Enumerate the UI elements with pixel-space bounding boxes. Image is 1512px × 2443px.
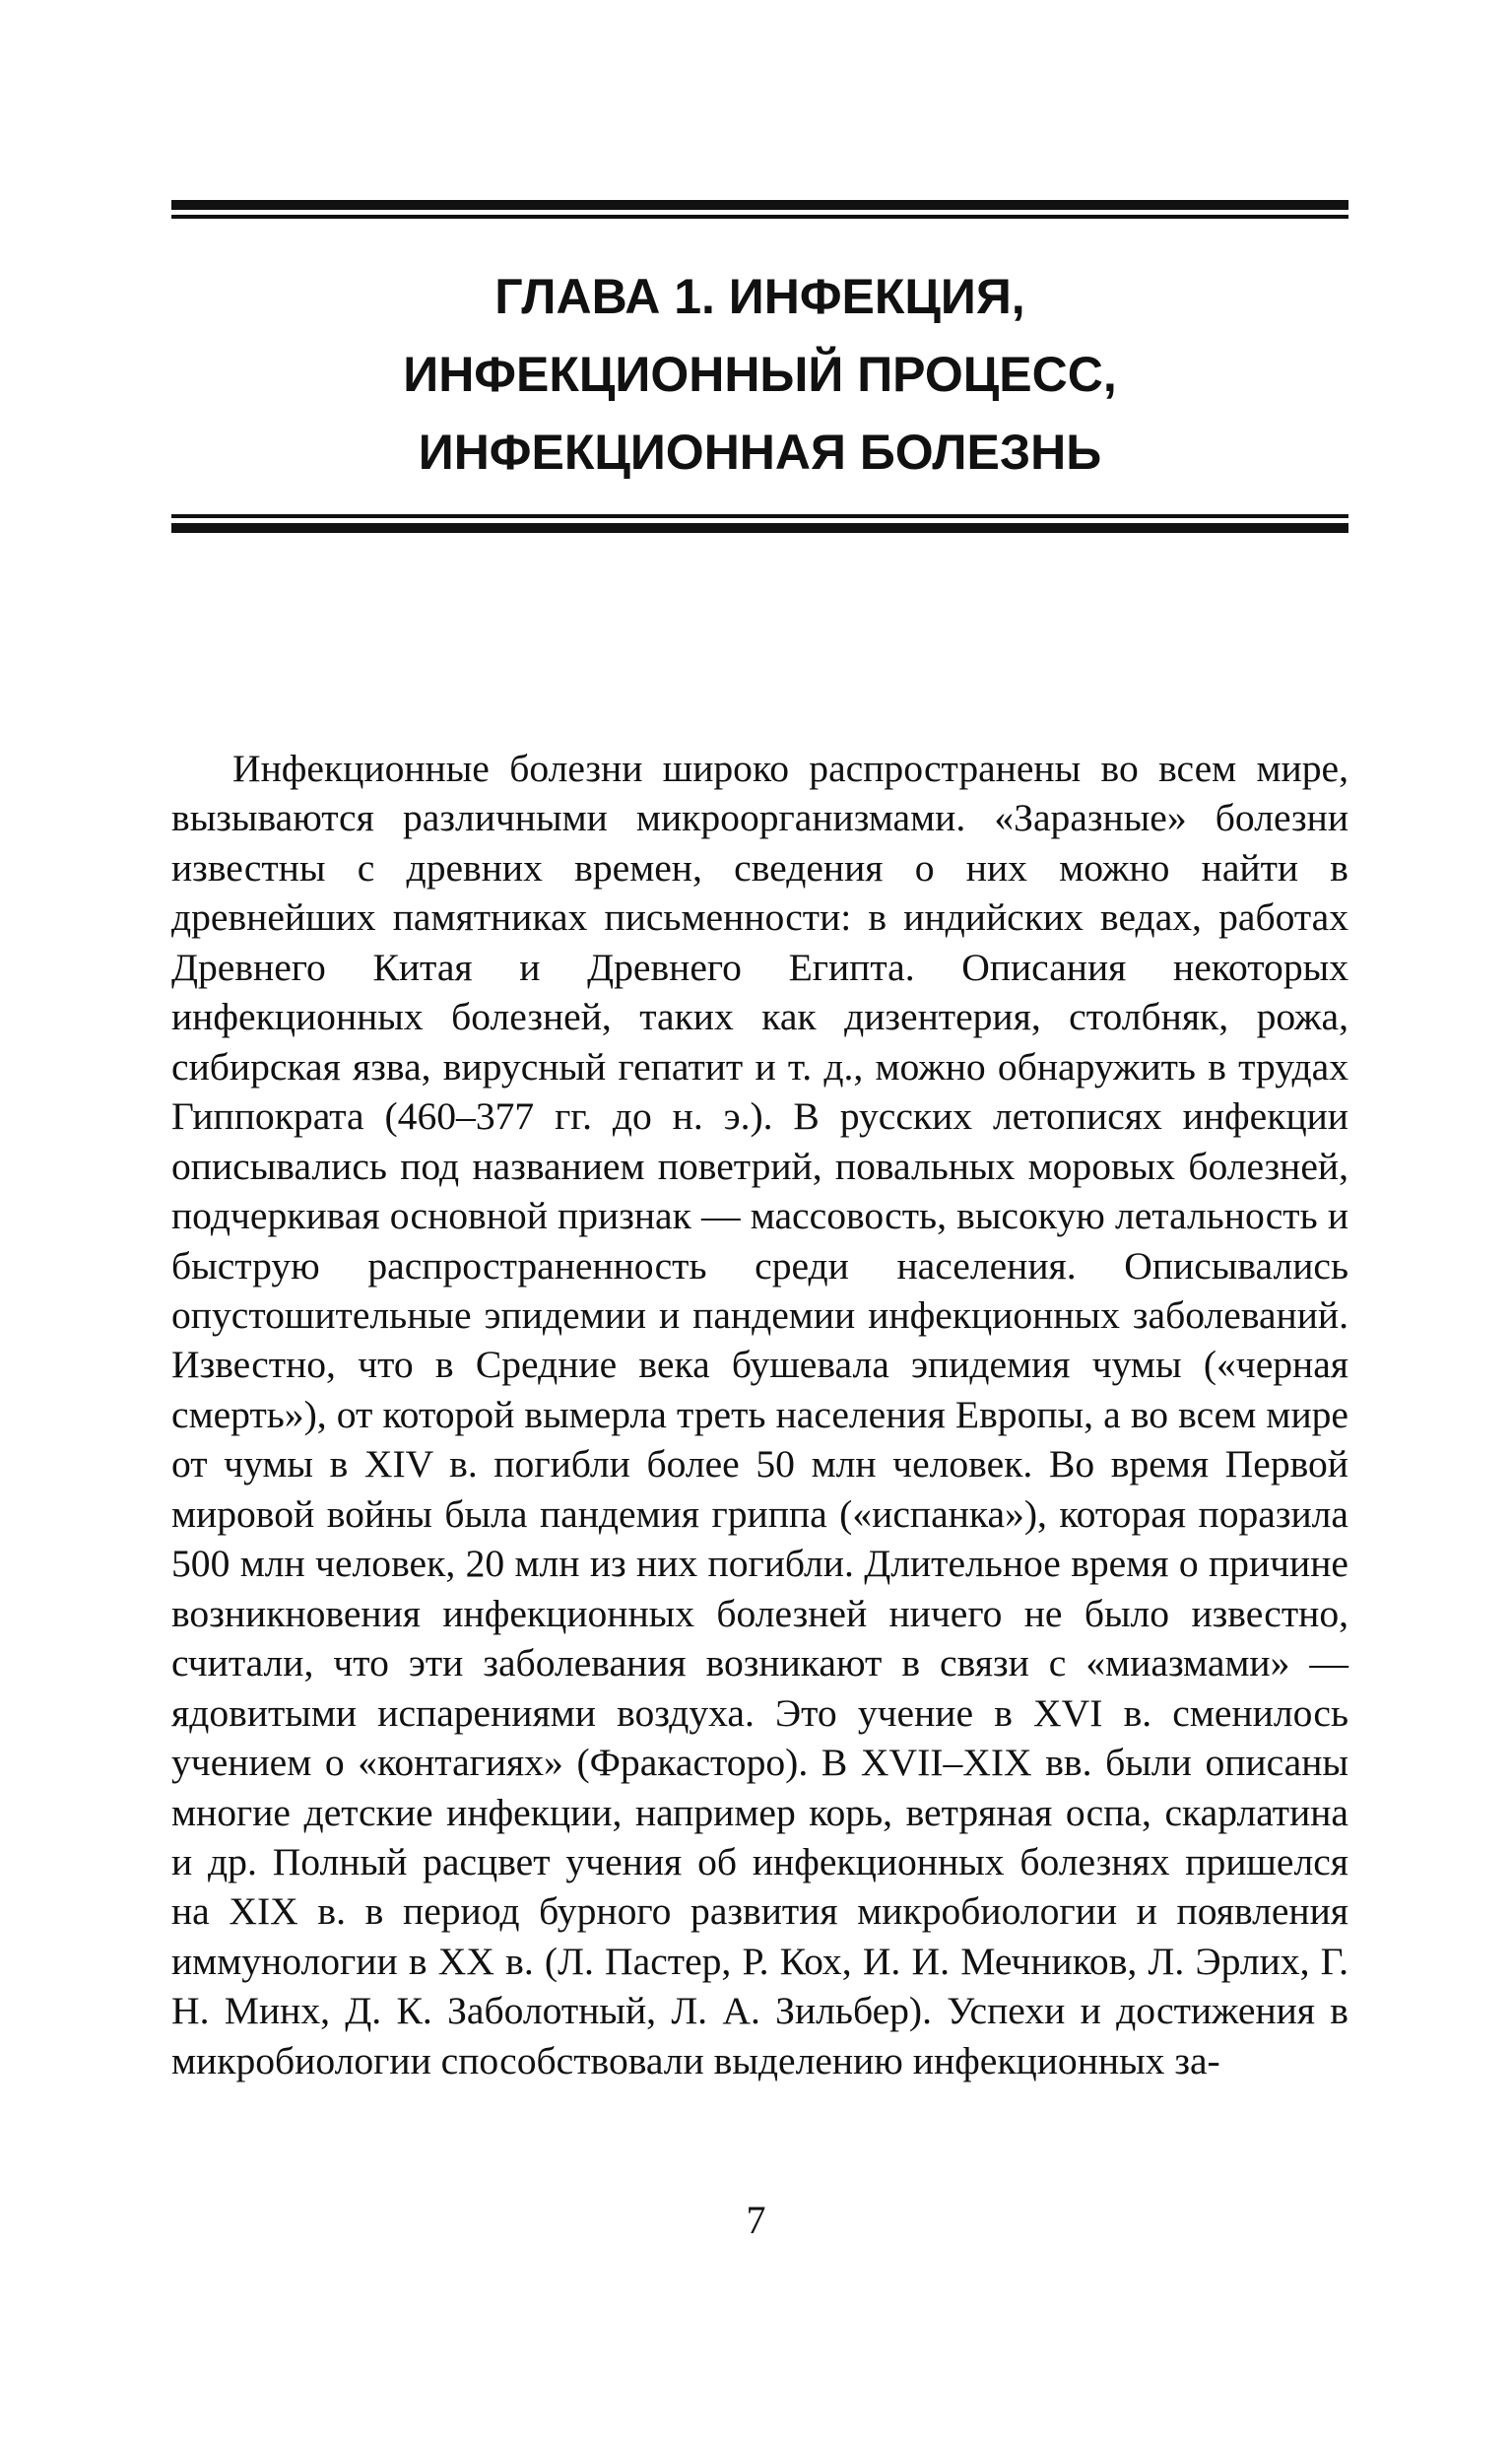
chapter-title xyxy=(171,258,1348,492)
top-rule-thick xyxy=(171,200,1348,210)
page-number: 7 xyxy=(746,2198,766,2242)
chapter-title-line-2: ИНФЕКЦИОННЫЙ ПРОЦЕСС, xyxy=(403,347,1117,402)
bottom-rule-thin xyxy=(171,514,1348,518)
body-paragraph: Инфекционные болезни широко распространены во всем мире, вызываются различными микроорганизмами. «Заразные» болезни известны с древних времен, сведения о них можно найти в древнейших памятниках письменности: в индийских ведах, работах Древнего Китая и Древнего Египта. Описания некоторых инфекционных болезней, таких как дизентерия, столбняк, рожа, сибирская язва, вирусный гепатит и т. д., можно обнаружить в трудах Гиппократа (460–377 гг. до н. э.). В русских летописях инфекции описывались под названием поветрий, повальных моровых болезней, подчеркивая основной признак — массовость, высокую летальность и быструю распространенность среди населения. Описывались опустошительные эпидемии и пандемии инфекционных заболеваний. Известно, что в Средние века бушевала эпидемия чумы («черная смерть»), от которой вымерла треть населения Европы, а во всем мире от чумы в XIV в. погибли более 50 млн человек. Во время Первой мировой войны была пандемия гриппа («испанка»), которая поразила 500 млн человек, 20 млн из них погибли. Длительное время о причине возникновения инфекционных болезней ничего не было известно, считали, что эти заболевания возникают в связи с «миазмами» — ядовитыми испарениями воздуха. Это учение в XVI в. сменилось учением о «контагиях» (Фракасторо). В XVII–XIX вв. были описаны многие детские инфекции, например корь, ветряная оспа, скарлатина и др. Полный расцвет учения об инфекционных болезнях пришелся на XIX в. в период бурного развития микробиологии и появления иммунологии в XX в. (Л. Пастер, Р. Кох, И. И. Мечников, Л. Эрлих, Г. Н. Минх, Д. К. Заболотный, Л. А. Зильбер). Успехи и достижения в микробиологии способствовали выделению инфекционных за- xyxy=(171,747,1348,2082)
bottom-rule-thick xyxy=(171,523,1348,533)
top-rule-thin xyxy=(171,215,1348,219)
chapter-title-line-1: ГЛАВА 1. ИНФЕКЦИЯ, xyxy=(494,269,1025,324)
chapter-title-line-3: ИНФЕКЦИОННАЯ БОЛЕЗНЬ xyxy=(418,425,1102,480)
